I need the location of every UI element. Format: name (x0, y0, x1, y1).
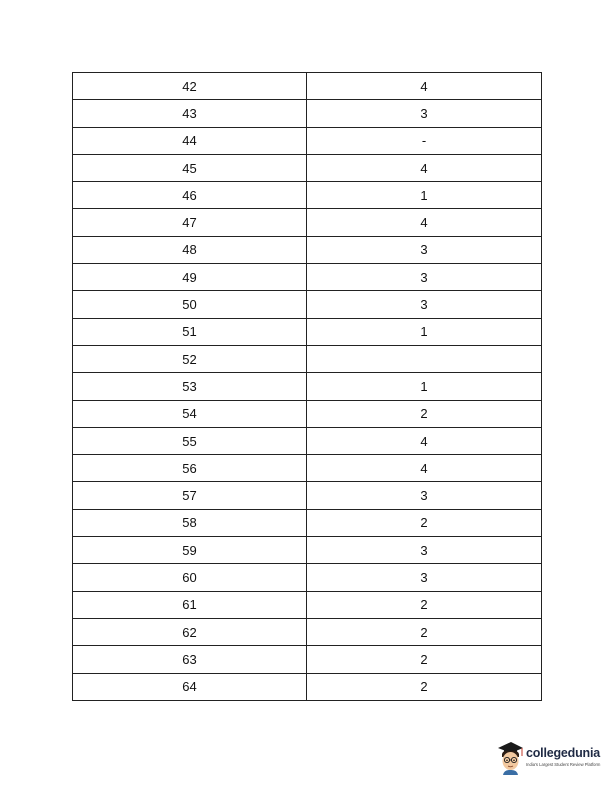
question-number-cell: 54 (73, 400, 307, 427)
question-number-cell: 53 (73, 373, 307, 400)
answer-cell: 2 (307, 646, 542, 673)
question-number-cell: 50 (73, 291, 307, 318)
answer-cell: 4 (307, 455, 542, 482)
question-number-cell: 44 (73, 127, 307, 154)
table-row (73, 509, 542, 536)
table-row (73, 673, 542, 700)
table-row (73, 209, 542, 236)
table-row (73, 318, 542, 345)
answer-cell: - (307, 127, 542, 154)
question-number-cell: 42 (73, 73, 307, 100)
table-row (73, 427, 542, 454)
question-number-cell: 62 (73, 618, 307, 645)
table-row (73, 400, 542, 427)
answer-cell: 3 (307, 564, 542, 591)
answer-cell: 2 (307, 591, 542, 618)
question-number-cell: 46 (73, 182, 307, 209)
answer-cell: 3 (307, 100, 542, 127)
answer-cell: 1 (307, 373, 542, 400)
question-number-cell: 56 (73, 455, 307, 482)
question-number-cell: 43 (73, 100, 307, 127)
table-row (73, 127, 542, 154)
question-number-cell: 52 (73, 345, 307, 372)
question-number-cell: 45 (73, 154, 307, 181)
answer-cell: 4 (307, 427, 542, 454)
answer-cell: 2 (307, 509, 542, 536)
table-row (73, 618, 542, 645)
question-number-cell: 55 (73, 427, 307, 454)
table-row (73, 564, 542, 591)
answer-cell: 4 (307, 154, 542, 181)
table-row (73, 73, 542, 100)
answer-key-table-body (73, 73, 542, 701)
answer-key-table (72, 72, 542, 701)
question-number-cell: 57 (73, 482, 307, 509)
answer-cell: 2 (307, 673, 542, 700)
question-number-cell: 61 (73, 591, 307, 618)
table-row (73, 373, 542, 400)
answer-cell: 3 (307, 482, 542, 509)
answer-cell (307, 345, 542, 372)
answer-cell: 4 (307, 73, 542, 100)
answer-cell: 3 (307, 537, 542, 564)
question-number-cell: 51 (73, 318, 307, 345)
logo-tagline: India's Largest Student Review Platform (526, 762, 601, 767)
answer-cell: 3 (307, 264, 542, 291)
table-row (73, 537, 542, 564)
question-number-cell: 49 (73, 264, 307, 291)
student-mascot-icon (496, 739, 524, 775)
question-number-cell: 59 (73, 537, 307, 564)
question-number-cell: 58 (73, 509, 307, 536)
answer-cell: 4 (307, 209, 542, 236)
table-row (73, 345, 542, 372)
answer-cell: 1 (307, 318, 542, 345)
answer-cell: 2 (307, 618, 542, 645)
table-row (73, 182, 542, 209)
table-row (73, 264, 542, 291)
table-row (73, 646, 542, 673)
table-row (73, 154, 542, 181)
table-row (73, 236, 542, 263)
answer-cell: 3 (307, 236, 542, 263)
question-number-cell: 47 (73, 209, 307, 236)
answer-cell: 2 (307, 400, 542, 427)
table-row (73, 100, 542, 127)
answer-cell: 3 (307, 291, 542, 318)
question-number-cell: 64 (73, 673, 307, 700)
question-number-cell: 60 (73, 564, 307, 591)
table-row (73, 291, 542, 318)
answer-cell: 1 (307, 182, 542, 209)
question-number-cell: 63 (73, 646, 307, 673)
table-row (73, 591, 542, 618)
collegedunia-logo (496, 739, 612, 779)
question-number-cell: 48 (73, 236, 307, 263)
logo-name: collegedunia (526, 746, 601, 760)
table-row (73, 455, 542, 482)
table-row (73, 482, 542, 509)
